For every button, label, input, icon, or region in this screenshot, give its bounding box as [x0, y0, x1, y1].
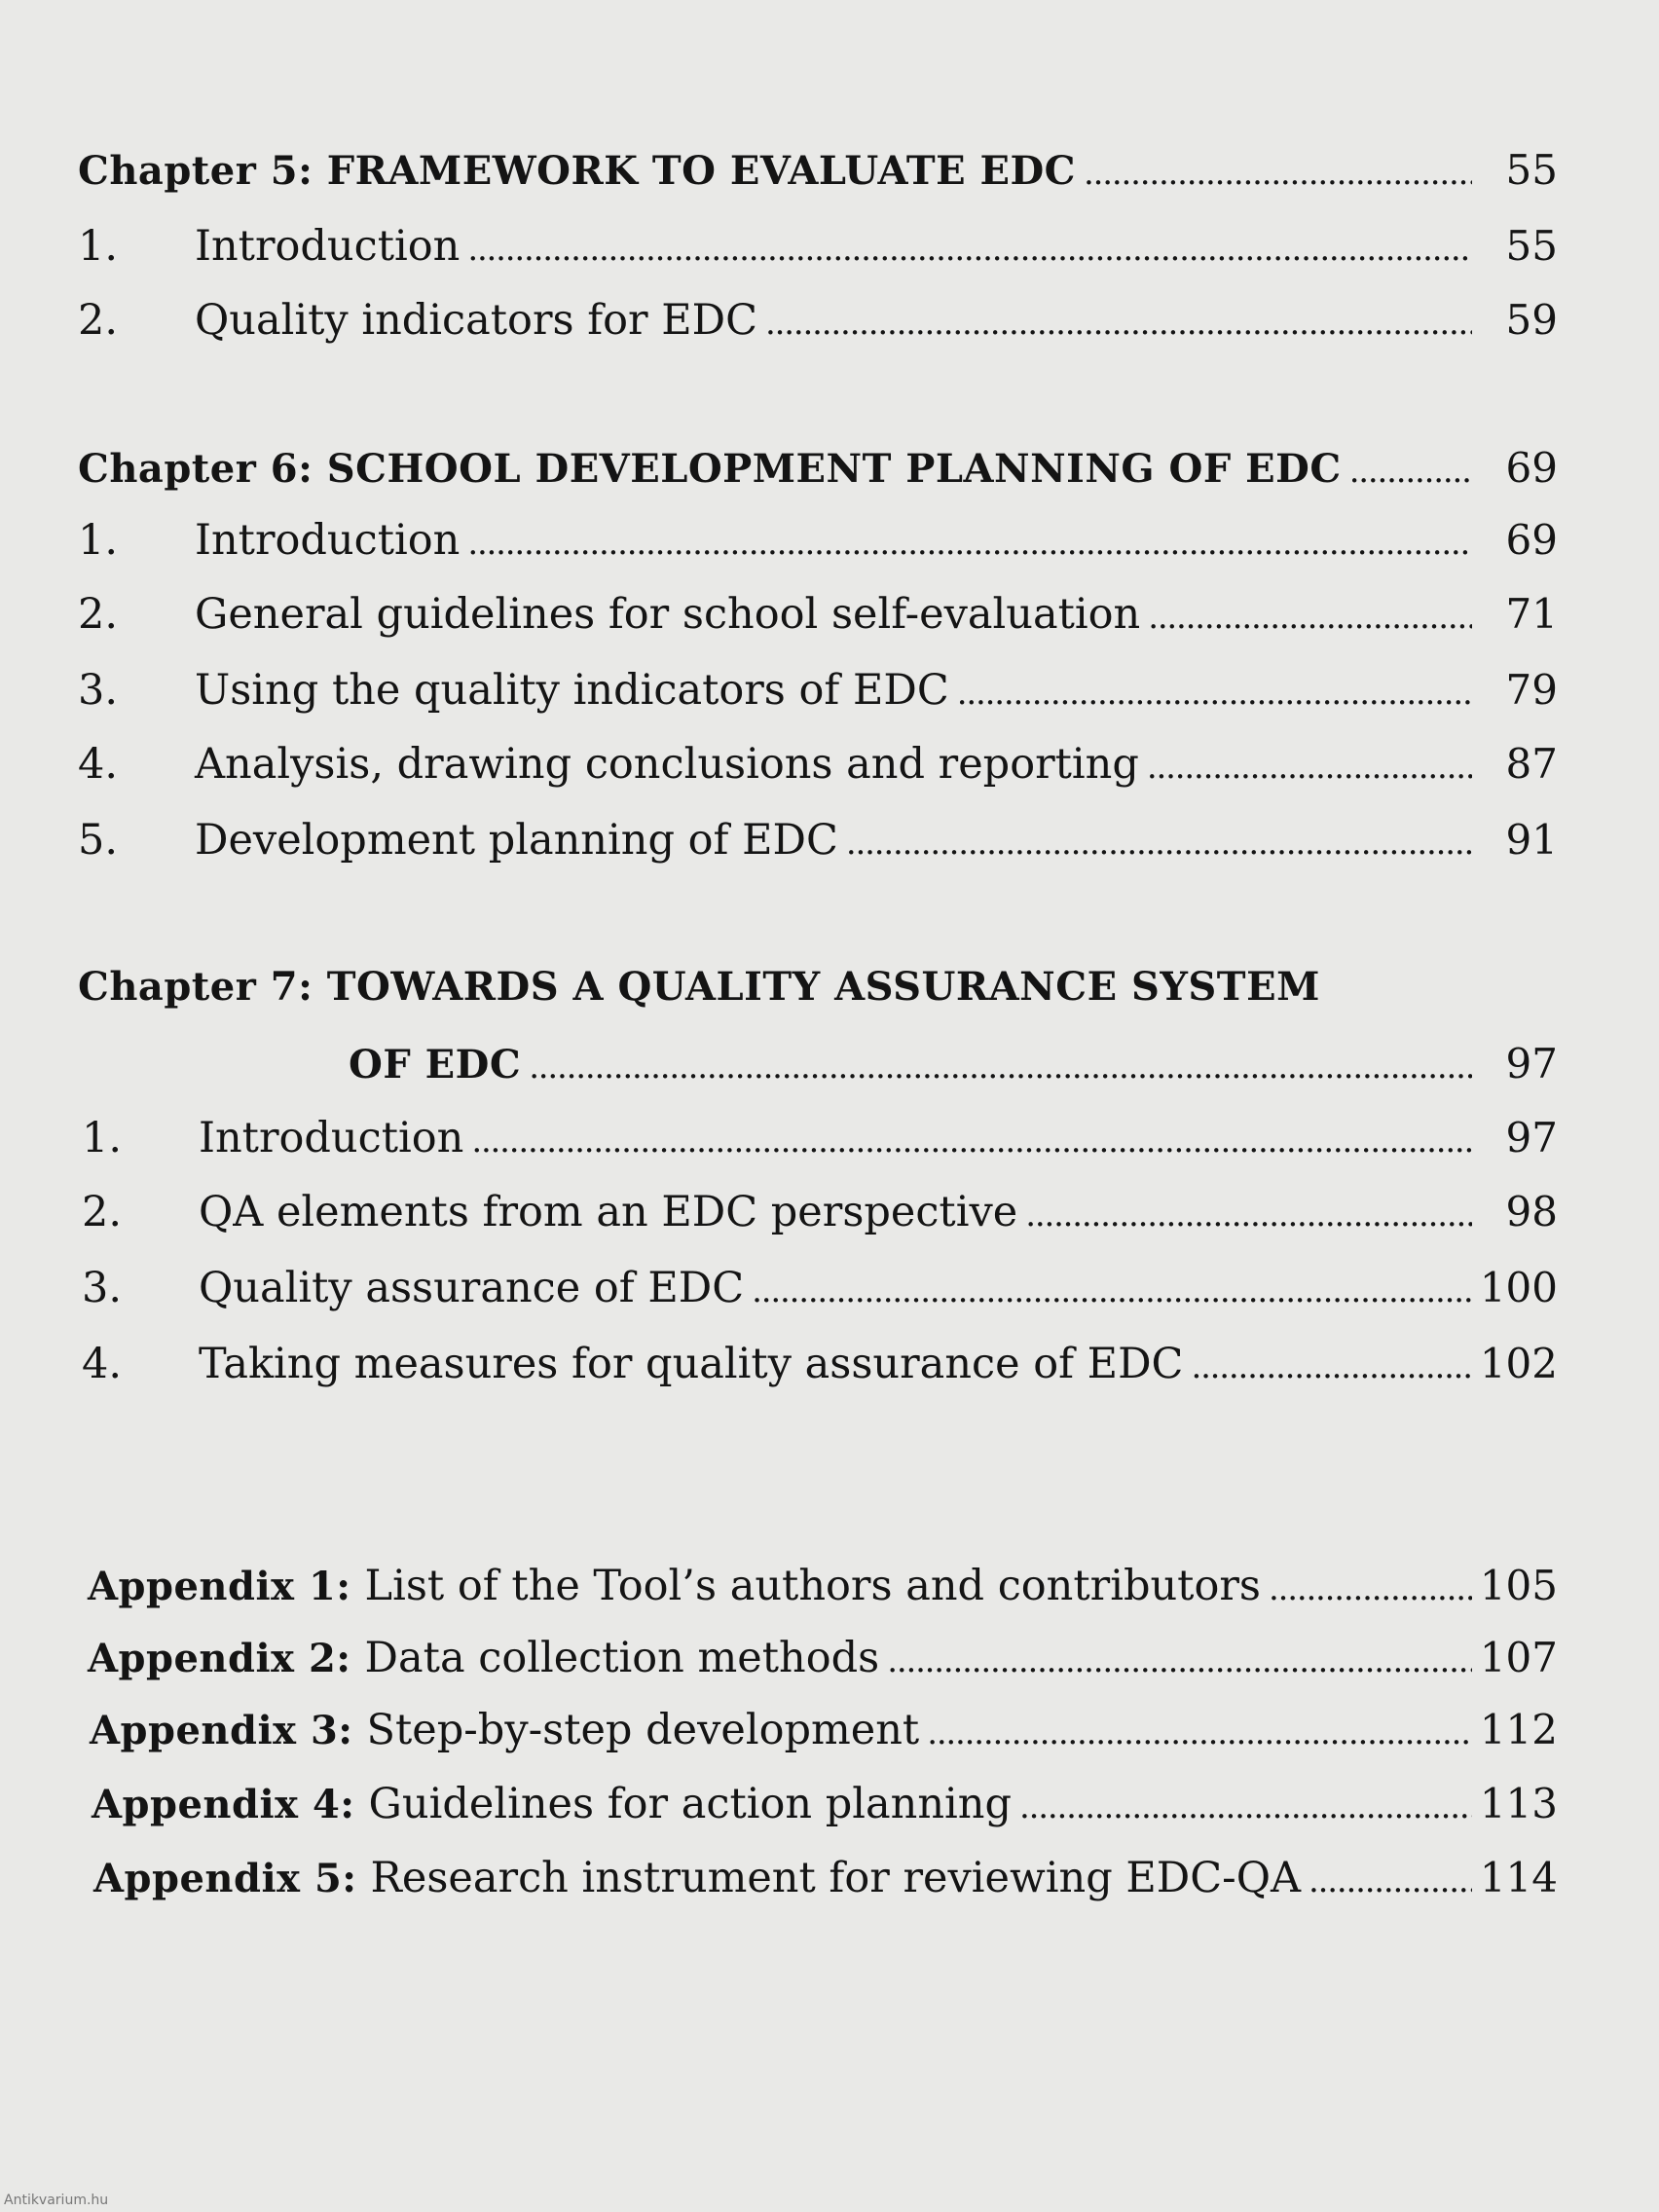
toc-entry: [78, 296, 1558, 345]
entry-page: 102: [1479, 1340, 1558, 1387]
chapter-7-heading-cont: [349, 1040, 1558, 1088]
entry-label: Introduction: [195, 222, 461, 271]
chapter-6-page: 69: [1505, 444, 1558, 492]
entry-label: Taking measures for quality assurance of EDC: [199, 1340, 1184, 1388]
leader-dots: [1147, 740, 1472, 789]
leader-dots: [1148, 590, 1472, 639]
entry-label: Using the quality indicators of EDC: [195, 666, 949, 715]
entry-page: 69: [1505, 516, 1558, 564]
toc-entry: [82, 1340, 1558, 1388]
leader-dots: [1349, 452, 1472, 491]
appendix-entry: [90, 1706, 1558, 1754]
leader-dots: [1191, 1340, 1471, 1388]
chapter-7-title-line2: OF EDC: [349, 1042, 522, 1088]
leader-dots: [887, 1641, 1472, 1680]
toc-entry: [78, 590, 1558, 639]
toc-entry: [82, 1114, 1558, 1162]
entry-page: 59: [1505, 296, 1558, 344]
entry-number: 1.: [78, 516, 119, 565]
toc-entry: [78, 666, 1558, 715]
entry-number: 4.: [82, 1340, 123, 1388]
appendix-number: Appendix 3:: [90, 1708, 353, 1753]
leader-dots: [467, 222, 1472, 271]
chapter-7-title-line1: Chapter 7: TOWARDS A QUALITY ASSURANCE SYSTEM: [78, 964, 1320, 1010]
entry-label: Introduction: [199, 1114, 464, 1162]
appendix-page: 107: [1479, 1634, 1558, 1681]
appendix-title: Step-by-step development: [366, 1706, 920, 1754]
appendix-title: List of the Tool’s authors and contributors: [364, 1562, 1261, 1610]
leader-dots: [927, 1714, 1472, 1752]
appendix-number: Appendix 4:: [92, 1782, 355, 1827]
entry-label: General guidelines for school self-evaluation: [195, 590, 1141, 639]
chapter-5-heading: [78, 146, 1558, 194]
toc-entry: [78, 816, 1558, 865]
entry-page: 100: [1479, 1264, 1558, 1311]
leader-dots: [1269, 1569, 1472, 1608]
watermark-text: Antikvarium.hu: [4, 2193, 109, 2208]
appendix-title: Data collection methods: [364, 1634, 880, 1682]
entry-label: Development planning of EDC: [195, 816, 838, 865]
appendix-entry: [92, 1780, 1558, 1828]
entry-page: 79: [1505, 666, 1558, 714]
entry-page: 71: [1505, 590, 1558, 638]
leader-dots: [529, 1048, 1472, 1087]
leader-dots: [1084, 154, 1472, 193]
entry-number: 2.: [78, 590, 119, 639]
entry-number: 3.: [82, 1264, 123, 1312]
entry-label: Introduction: [195, 516, 461, 565]
chapter-6-heading: [78, 444, 1558, 492]
appendix-title: Guidelines for action planning: [368, 1780, 1012, 1828]
entry-number: 1.: [78, 222, 119, 271]
leader-dots: [1025, 1188, 1472, 1236]
entry-number: 5.: [78, 816, 119, 865]
appendix-page: 112: [1479, 1706, 1558, 1753]
appendix-title: Research instrument for reviewing EDC-QA: [370, 1854, 1301, 1902]
appendix-entry: [93, 1854, 1558, 1902]
leader-dots: [957, 666, 1472, 715]
entry-number: 2.: [78, 296, 119, 345]
entry-label: Quality indicators for EDC: [195, 296, 758, 345]
entry-label: Analysis, drawing conclusions and reporting: [195, 740, 1139, 789]
chapter-7-page: 97: [1505, 1040, 1558, 1088]
chapter-6-title: Chapter 6: SCHOOL DEVELOPMENT PLANNING OF EDC: [78, 446, 1342, 492]
appendix-entry: [88, 1562, 1558, 1610]
appendix-number: Appendix 5:: [93, 1856, 357, 1901]
leader-dots: [752, 1264, 1472, 1312]
entry-label: Quality assurance of EDC: [199, 1264, 745, 1312]
entry-page: 91: [1505, 816, 1558, 864]
entry-label: QA elements from an EDC perspective: [199, 1188, 1018, 1236]
leader-dots: [467, 516, 1472, 565]
appendix-page: 113: [1479, 1780, 1558, 1827]
chapter-5-page: 55: [1505, 146, 1558, 194]
entry-number: 4.: [78, 740, 119, 789]
leader-dots: [765, 296, 1472, 345]
toc-entry: [78, 516, 1558, 565]
appendix-page: 114: [1479, 1854, 1558, 1901]
entry-page: 55: [1505, 222, 1558, 270]
chapter-5-title: Chapter 5: FRAMEWORK TO EVALUATE EDC: [78, 148, 1077, 194]
toc-entry: [82, 1264, 1558, 1312]
leader-dots: [1309, 1862, 1472, 1900]
leader-dots: [471, 1114, 1472, 1162]
entry-number: 2.: [82, 1188, 123, 1236]
entry-number: 3.: [78, 666, 119, 715]
appendix-entry: [88, 1634, 1558, 1682]
appendix-number: Appendix 2:: [88, 1636, 351, 1681]
toc-entry: [82, 1188, 1558, 1236]
entry-page: 98: [1505, 1188, 1558, 1235]
toc-entry: [78, 222, 1558, 271]
entry-number: 1.: [82, 1114, 123, 1162]
chapter-7-heading: [78, 964, 1558, 1010]
toc-entry: [78, 740, 1558, 789]
leader-dots: [846, 816, 1472, 865]
leader-dots: [1019, 1788, 1472, 1826]
appendix-page: 105: [1479, 1562, 1558, 1609]
entry-page: 87: [1505, 740, 1558, 788]
appendix-number: Appendix 1:: [88, 1564, 351, 1609]
entry-page: 97: [1505, 1114, 1558, 1161]
